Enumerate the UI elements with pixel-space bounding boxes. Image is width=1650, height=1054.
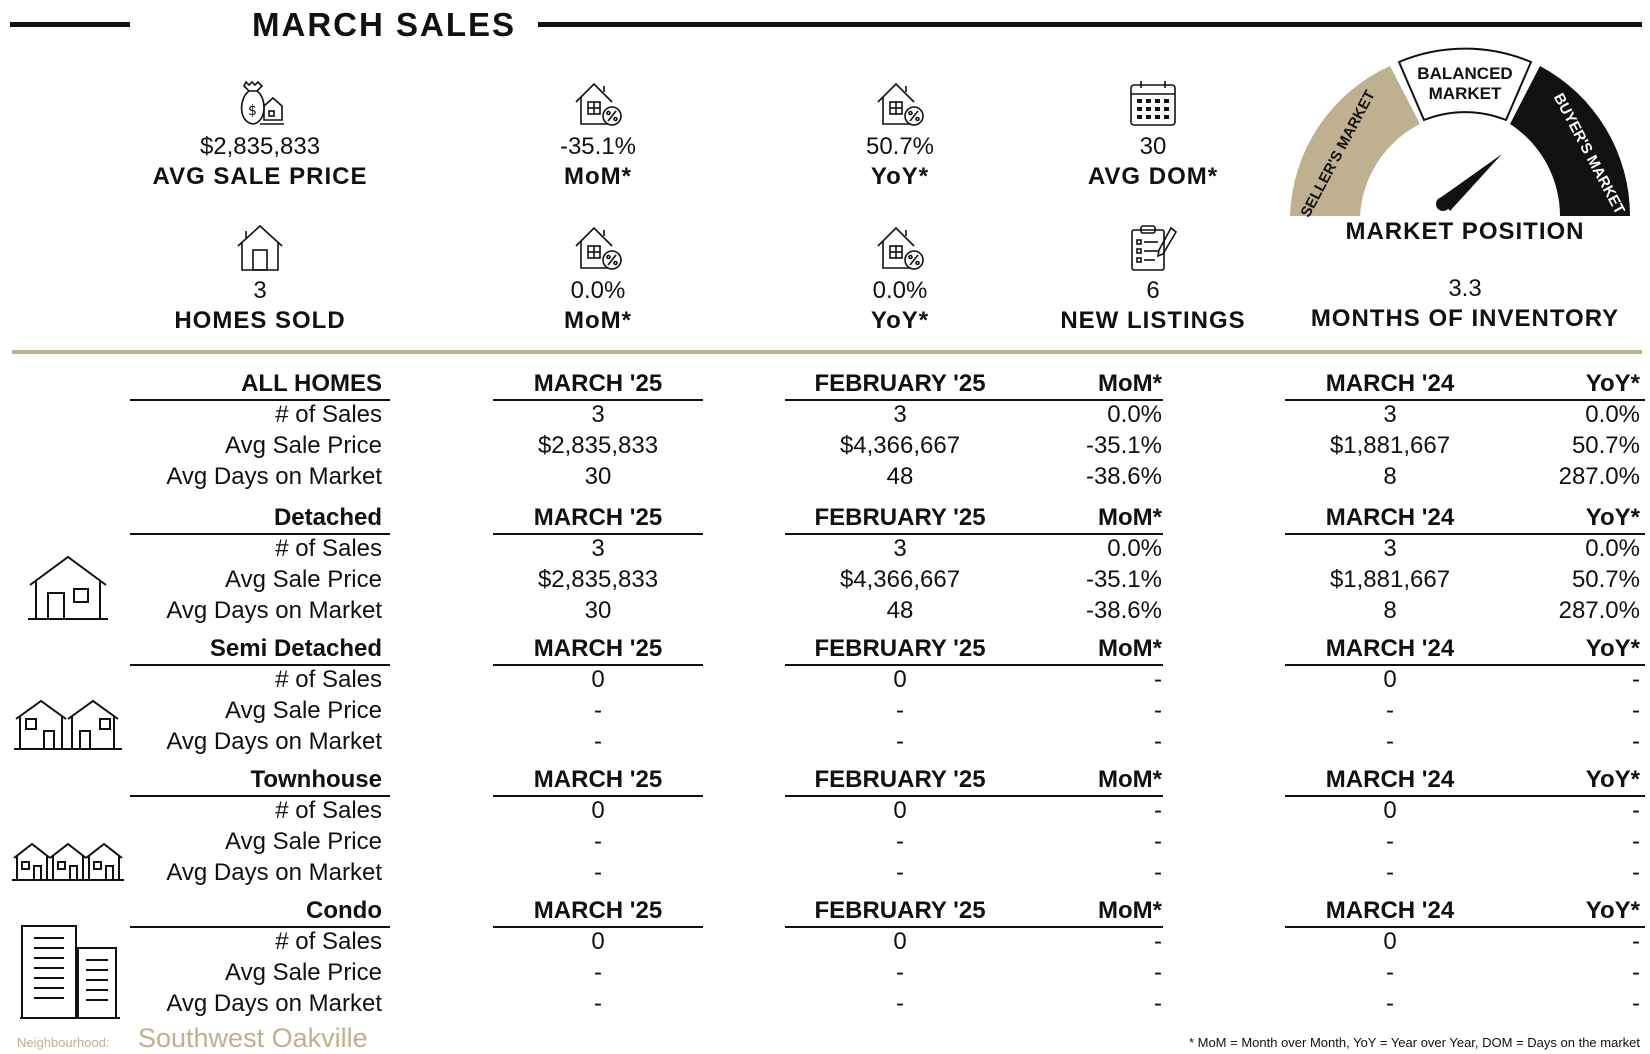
cell-f25: - xyxy=(896,959,904,986)
table-row xyxy=(0,857,1650,888)
column-header-f25: FEBRUARY '25 xyxy=(814,635,986,662)
header-rule-right xyxy=(538,22,1642,27)
table-header-row xyxy=(0,368,1650,399)
cell-m24: 0 xyxy=(1383,797,1397,824)
table-row xyxy=(0,826,1650,857)
cell-yoy: - xyxy=(1632,990,1640,1017)
house-percent-icon xyxy=(874,222,926,274)
cell-label: # of Sales xyxy=(275,666,382,693)
cell-m25: $2,835,833 xyxy=(537,566,659,593)
cell-label: Avg Days on Market xyxy=(166,463,382,490)
cell-m24: - xyxy=(1386,959,1394,986)
cell-yoy: 0.0% xyxy=(1585,401,1640,428)
house-percent-icon xyxy=(572,78,624,130)
cell-yoy: 287.0% xyxy=(1558,463,1640,490)
condo-building-icon xyxy=(20,924,120,1020)
cell-mom: -38.6% xyxy=(1085,463,1162,490)
money-bag-house-icon xyxy=(234,78,286,130)
cell-mom: - xyxy=(1154,859,1162,886)
column-header-yoy: YoY* xyxy=(1585,504,1640,531)
neighbourhood-name: Southwest Oakville xyxy=(138,1023,368,1053)
cell-f25: - xyxy=(896,728,904,755)
cell-m24: - xyxy=(1386,828,1394,855)
cell-label: Avg Days on Market xyxy=(166,859,382,886)
cell-yoy: - xyxy=(1632,797,1640,824)
cell-m24: - xyxy=(1386,990,1394,1017)
column-header-m25: MARCH '25 xyxy=(533,766,663,793)
cell-f25: - xyxy=(896,990,904,1017)
cell-f25: $4,366,667 xyxy=(839,566,961,593)
cell-m25: 0 xyxy=(591,928,605,955)
column-header-m24: MARCH '24 xyxy=(1325,635,1455,662)
cell-m24: $1,881,667 xyxy=(1329,432,1451,459)
cell-label: Avg Days on Market xyxy=(166,990,382,1017)
section-title: ALL HOMES xyxy=(241,370,382,397)
section-title: Semi Detached xyxy=(209,635,382,662)
cell-mom: - xyxy=(1154,697,1162,724)
table-row xyxy=(0,533,1650,564)
cell-m25: - xyxy=(594,728,602,755)
cell-yoy: - xyxy=(1632,928,1640,955)
yoy-price-value: 50.7% xyxy=(865,133,935,160)
column-header-m25: MARCH '25 xyxy=(533,897,663,924)
table-row xyxy=(0,664,1650,695)
cell-mom: -38.6% xyxy=(1085,597,1162,624)
cell-m25: $2,835,833 xyxy=(537,432,659,459)
yoy-sales-value: 0.0% xyxy=(872,277,928,304)
cell-f25: 3 xyxy=(893,401,907,428)
column-header-m25: MARCH '25 xyxy=(533,370,663,397)
cell-yoy: - xyxy=(1632,666,1640,693)
column-header-yoy: YoY* xyxy=(1585,635,1640,662)
cell-mom: - xyxy=(1154,797,1162,824)
gauge-balanced-label-2: MARKET xyxy=(1428,84,1502,103)
house-percent-icon xyxy=(572,222,624,274)
house-percent-icon xyxy=(874,78,926,130)
cell-f25: $4,366,667 xyxy=(839,432,961,459)
cell-label: # of Sales xyxy=(275,535,382,562)
cell-f25: 48 xyxy=(886,597,914,624)
cell-m25: 0 xyxy=(591,666,605,693)
gauge-balanced-label-1: BALANCED xyxy=(1417,64,1513,83)
table-header-row xyxy=(0,633,1650,664)
cell-m25: 30 xyxy=(584,597,612,624)
cell-mom: - xyxy=(1154,828,1162,855)
svg-text:$: $ xyxy=(248,103,257,119)
cell-yoy: - xyxy=(1632,697,1640,724)
cell-label: Avg Days on Market xyxy=(166,597,382,624)
cell-label: # of Sales xyxy=(275,401,382,428)
cell-label: Avg Sale Price xyxy=(225,432,382,459)
cell-m24: $1,881,667 xyxy=(1329,566,1451,593)
column-header-yoy: YoY* xyxy=(1585,370,1640,397)
stat-avg-dom xyxy=(1023,78,1283,192)
table-row xyxy=(0,595,1650,626)
cell-m25: - xyxy=(594,697,602,724)
cell-yoy: 50.7% xyxy=(1571,432,1640,459)
table-row xyxy=(0,988,1650,1019)
cell-f25: - xyxy=(896,828,904,855)
cell-label: # of Sales xyxy=(275,928,382,955)
months-inventory-label: MONTHS OF INVENTORY xyxy=(1310,305,1620,332)
table-row xyxy=(0,695,1650,726)
stat-mom-sales xyxy=(468,222,728,336)
column-header-m24: MARCH '24 xyxy=(1325,370,1455,397)
column-header-mom: MoM* xyxy=(1098,766,1162,793)
cell-m24: 0 xyxy=(1383,928,1397,955)
cell-yoy: - xyxy=(1632,959,1640,986)
cell-m24: - xyxy=(1386,697,1394,724)
cell-mom: - xyxy=(1154,666,1162,693)
cell-mom: - xyxy=(1154,728,1162,755)
cell-mom: - xyxy=(1154,959,1162,986)
cell-mom: -35.1% xyxy=(1085,566,1162,593)
cell-m24: 0 xyxy=(1383,666,1397,693)
market-position-title: MARKET POSITION xyxy=(1345,218,1585,245)
calendar-icon xyxy=(1127,78,1179,130)
page-title: MARCH SALES xyxy=(252,6,517,43)
stat-months-inventory xyxy=(1290,274,1640,334)
column-header-mom: MoM* xyxy=(1098,370,1162,397)
cell-m25: - xyxy=(594,990,602,1017)
cell-m24: 8 xyxy=(1383,463,1397,490)
cell-m25: 3 xyxy=(591,401,605,428)
footnote: * MoM = Month over Month, YoY = Year over Year, DOM = Days on the market xyxy=(1188,1035,1640,1050)
cell-m25: - xyxy=(594,828,602,855)
cell-mom: 0.0% xyxy=(1107,401,1162,428)
cell-mom: - xyxy=(1154,928,1162,955)
semi-detached-house-icon xyxy=(14,695,122,755)
table-row xyxy=(0,795,1650,826)
cell-m24: - xyxy=(1386,859,1394,886)
new-listings-value: 6 xyxy=(1146,277,1160,304)
column-header-mom: MoM* xyxy=(1098,504,1162,531)
cell-f25: 0 xyxy=(893,797,907,824)
mom-sales-value: 0.0% xyxy=(570,277,626,304)
gauge-sellers-label: SELLER'S MARKET xyxy=(1297,87,1379,221)
cell-f25: 3 xyxy=(893,535,907,562)
section-divider xyxy=(12,350,1642,354)
table-row xyxy=(0,430,1650,461)
cell-label: Avg Sale Price xyxy=(225,828,382,855)
cell-label: # of Sales xyxy=(275,797,382,824)
yoy-price-label: YoY* xyxy=(870,163,930,190)
cell-yoy: - xyxy=(1632,828,1640,855)
table-row xyxy=(0,399,1650,430)
cell-yoy: 287.0% xyxy=(1558,597,1640,624)
neighbourhood-label: Neighbourhood: xyxy=(17,1035,110,1050)
cell-m25: 3 xyxy=(591,535,605,562)
cell-m24: 8 xyxy=(1383,597,1397,624)
cell-m25: - xyxy=(594,859,602,886)
table-row xyxy=(0,461,1650,492)
stat-mom-price xyxy=(468,78,728,192)
stat-avg-sale-price xyxy=(130,78,390,192)
market-position-gauge xyxy=(1280,46,1640,246)
house-icon xyxy=(234,222,286,274)
header-rule-left xyxy=(10,22,130,27)
new-listings-label: NEW LISTINGS xyxy=(1060,307,1246,334)
column-header-m24: MARCH '24 xyxy=(1325,766,1455,793)
stat-new-listings xyxy=(1023,222,1283,336)
column-header-f25: FEBRUARY '25 xyxy=(814,897,986,924)
cell-label: Avg Sale Price xyxy=(225,697,382,724)
cell-mom: - xyxy=(1154,990,1162,1017)
cell-mom: -35.1% xyxy=(1085,432,1162,459)
column-header-mom: MoM* xyxy=(1098,635,1162,662)
cell-mom: 0.0% xyxy=(1107,535,1162,562)
cell-f25: - xyxy=(896,859,904,886)
column-header-m24: MARCH '24 xyxy=(1325,897,1455,924)
cell-yoy: - xyxy=(1632,859,1640,886)
clipboard-pen-icon xyxy=(1127,222,1179,274)
gauge-buyers-label: BUYER'S MARKET xyxy=(1549,90,1629,218)
avg-sale-price-label: AVG SALE PRICE xyxy=(152,163,368,190)
table-header-row xyxy=(0,895,1650,926)
stat-homes-sold xyxy=(130,222,390,336)
yoy-sales-label: YoY* xyxy=(870,307,930,334)
column-header-yoy: YoY* xyxy=(1585,897,1640,924)
cell-m24: - xyxy=(1386,728,1394,755)
column-header-m25: MARCH '25 xyxy=(533,635,663,662)
stat-yoy-price xyxy=(770,78,1030,192)
column-header-f25: FEBRUARY '25 xyxy=(814,766,986,793)
cell-f25: 0 xyxy=(893,666,907,693)
detached-house-icon xyxy=(28,553,108,623)
mom-sales-label: MoM* xyxy=(564,307,632,334)
cell-m25: 0 xyxy=(591,797,605,824)
months-inventory-value: 3.3 xyxy=(1448,275,1482,302)
cell-yoy: 0.0% xyxy=(1585,535,1640,562)
avg-sale-price-value: $2,835,833 xyxy=(199,133,321,160)
mom-price-value: -35.1% xyxy=(559,133,637,160)
cell-label: Avg Sale Price xyxy=(225,959,382,986)
table-row xyxy=(0,564,1650,595)
mom-price-label: MoM* xyxy=(564,163,632,190)
table-row xyxy=(0,957,1650,988)
avg-dom-value: 30 xyxy=(1139,133,1167,160)
cell-f25: - xyxy=(896,697,904,724)
table-row xyxy=(0,726,1650,757)
cell-f25: 0 xyxy=(893,928,907,955)
table-header-row xyxy=(0,502,1650,533)
column-header-m25: MARCH '25 xyxy=(533,504,663,531)
cell-yoy: - xyxy=(1632,728,1640,755)
cell-f25: 48 xyxy=(886,463,914,490)
cell-m24: 3 xyxy=(1383,535,1397,562)
cell-m25: - xyxy=(594,959,602,986)
cell-label: Avg Days on Market xyxy=(166,728,382,755)
column-header-f25: FEBRUARY '25 xyxy=(814,504,986,531)
column-header-mom: MoM* xyxy=(1098,897,1162,924)
townhouse-icon xyxy=(12,840,124,884)
cell-m24: 3 xyxy=(1383,401,1397,428)
stat-yoy-sales xyxy=(770,222,1030,336)
homes-sold-label: HOMES SOLD xyxy=(174,307,346,334)
section-title: Townhouse xyxy=(250,766,382,793)
cell-yoy: 50.7% xyxy=(1571,566,1640,593)
section-title: Detached xyxy=(273,504,382,531)
avg-dom-label: AVG DOM* xyxy=(1087,163,1219,190)
table-header-row xyxy=(0,764,1650,795)
column-header-m24: MARCH '24 xyxy=(1325,504,1455,531)
section-title: Condo xyxy=(306,897,382,924)
table-row xyxy=(0,926,1650,957)
homes-sold-value: 3 xyxy=(253,277,267,304)
cell-m25: 30 xyxy=(584,463,612,490)
column-header-f25: FEBRUARY '25 xyxy=(814,370,986,397)
cell-label: Avg Sale Price xyxy=(225,566,382,593)
column-header-yoy: YoY* xyxy=(1585,766,1640,793)
